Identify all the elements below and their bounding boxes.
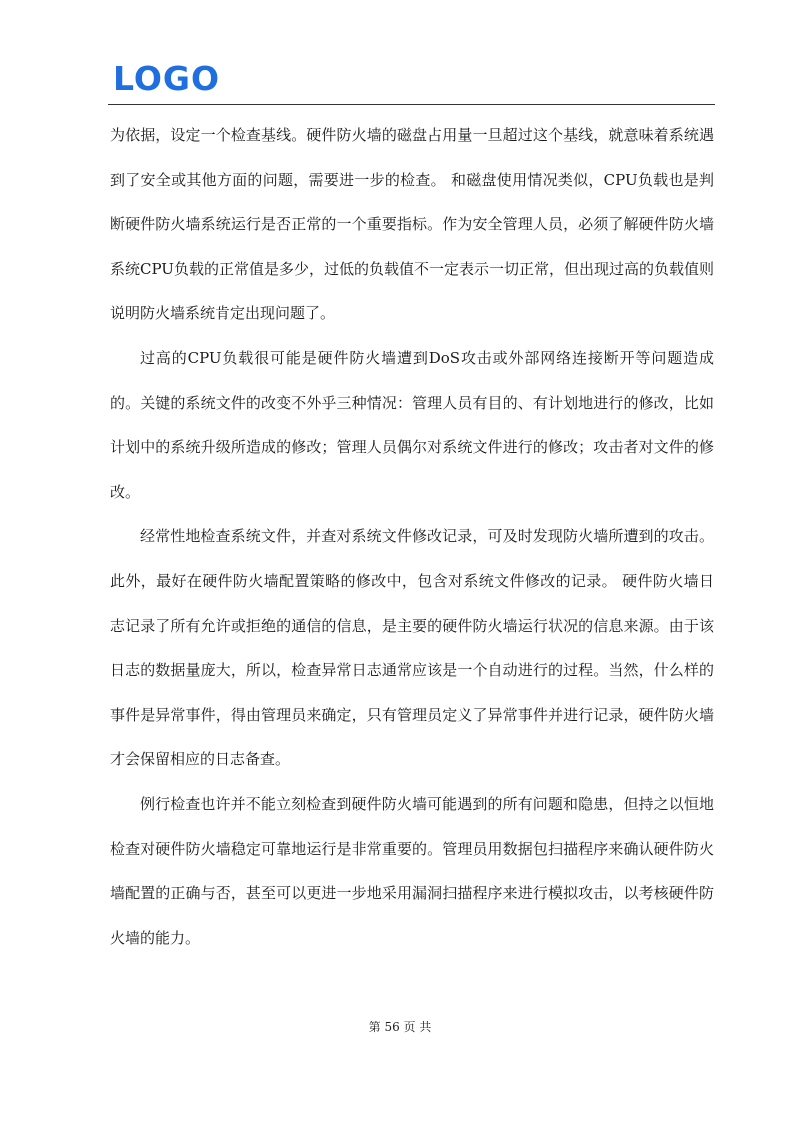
paragraph-1: 为依据，设定一个检查基线。硬件防火墙的磁盘占用量一旦超过这个基线，就意味着系统遇到了安全或其他方面的问题，需要进一步的检查。 和磁盘使用情况类似，CPU负载也是判断硬件防火墙系统运行是否正常的一个重要指标。作为安全管理人员，必须了解硬件防火墙系统CPU负载的正常值是多少，过低的负载值不一定表示一切正常，但出现过高的负载值则说明防火墙系统肯定出现问题了。 bbox=[110, 126, 714, 323]
document-body bbox=[110, 113, 714, 960]
paragraph-2: 过高的CPU负载很可能是硬件防火墙遭到DoS攻击或外部网络连接断开等问题造成的。关键的系统文件的改变不外乎三种情况：管理人员有目的、有计划地进行的修改，比如计划中的系统升级所造成的修改；管理人员偶尔对系统文件进行的修改；攻击者对文件的修改。 bbox=[110, 348, 714, 501]
page-number: 第 56 页 共 bbox=[368, 1020, 432, 1034]
paragraph-4: 例行检查也许并不能立刻检查到硬件防火墙可能遇到的所有问题和隐患，但持之以恒地检查对硬件防火墙稳定可靠地运行是非常重要的。管理员用数据包扫描程序来确认硬件防火墙配置的正确与否，甚至可以更进一步地采用漏洞扫描程序来进行模拟攻击，以考核硬件防火墙的能力。 bbox=[110, 794, 714, 947]
header-divider bbox=[108, 104, 715, 105]
paragraph-3: 经常性地检查系统文件，并查对系统文件修改记录，可及时发现防火墙所遭到的攻击。此外，最好在硬件防火墙配置策略的修改中，包含对系统文件修改的记录。 硬件防火墙日志记录了所有允许或拒绝的通信的信息，是主要的硬件防火墙运行状况的信息来源。由于该日志的数据量庞大，所以，检查异常日志通常应该是一个自动进行的过程。当然，什么样的事件是异常事件，得由管理员来确定，只有管理员定义了异常事件并进行记录，硬件防火墙才会保留相应的日志备查。 bbox=[110, 527, 714, 769]
logo: LOGO bbox=[113, 59, 221, 98]
page-footer bbox=[0, 1019, 800, 1035]
